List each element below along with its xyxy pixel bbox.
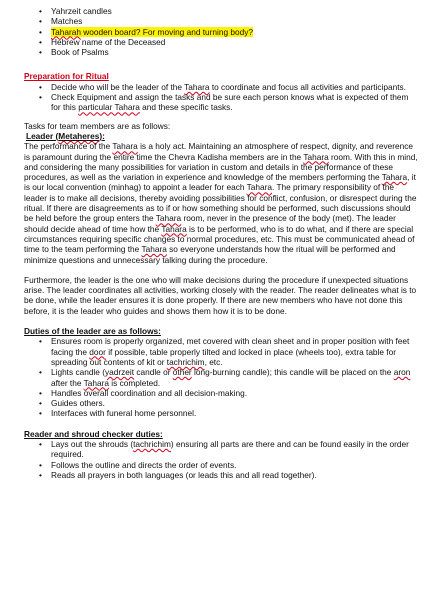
highlight: Taharah wooden board? For moving and turning body? — [51, 26, 254, 37]
list-item: • Check Equipment and assign the tasks and be sure each person knows what is expected of them for this particular Tahara and these specific tasks. — [37, 92, 418, 113]
supplies-list — [37, 6, 418, 57]
spellcheck-word: Tahara — [184, 81, 210, 92]
list-item-highlighted — [37, 27, 418, 37]
list-item: • Lays out the shrouds (tachrichim) ensuring all parts are there and can be found easily in the order required. — [37, 439, 418, 460]
leader-heading: Leader (Metaheres): — [26, 130, 105, 141]
list-item: • Matches — [37, 16, 418, 26]
list-item: • Reads all prayers in both languages (or leads this and all read together). — [37, 470, 418, 480]
duties-reader-heading: Reader and shroud checker duties: — [24, 428, 163, 439]
list-item: • Ensures room is properly organized, met covered with clean sheet and in proper position with feet facing the door if possible, table properly tilted and locked in place (wheels too), extra table for spreading out contents of kit or tachrichim, etc. — [37, 336, 418, 367]
list-item: • Decide who will be the leader of the Tahara to coordinate and focus all activities and participants. — [37, 82, 418, 92]
section-heading-preparation: Preparation for Ritual — [24, 71, 109, 82]
list-item: • Hebrew name of the Deceased — [37, 37, 418, 47]
list-item: • Handles overall coordination and all decision-making. — [37, 388, 418, 398]
spellcheck-word: Metaheres — [58, 130, 100, 141]
list-item: • Guides others. — [37, 398, 418, 408]
preparation-list — [37, 82, 418, 113]
duties-reader-list — [37, 439, 418, 480]
duties-leader-list — [37, 336, 418, 418]
list-item: • Book of Psalms — [37, 47, 418, 57]
list-item: • Interfaces with funeral home personnel. — [37, 408, 418, 418]
duties-leader-heading: Duties of the leader are as follows: — [24, 326, 161, 337]
list-item: • Yahrzeit candles — [37, 6, 418, 16]
tasks-intro: Tasks for team members are as follows: — [24, 120, 171, 131]
spellcheck-word: particular Tahara — [78, 102, 140, 113]
spellcheck-word: Taharah — [51, 26, 81, 37]
leader-paragraph-2: Furthermore, the leader is the one who will make decisions during the procedure if unexpected situations arise. The leader coordinates all activities, working closely with the reader. The reader delineates what is to be done, while the leader ensures it is done properly. If there are new members who have not done this before, it is the leader who guides and shows them how it is to be done. — [24, 274, 417, 316]
leader-paragraph-1: The performance of the Tahara is a holy act. Maintaining an atmosphere of respect, dignity, and reverence is paramount during the entire time the Chevra Kadisha members are in the Tahara room. With this in mind, and considering the many possibilities for variation in custom and details in the performance of these procedures, as well as the variation in experience and knowledge of the members performing the Tahara, it is our local convention (minhag) to appoint a leader for each Tahara. The primary responsibility of the leader is to make all decisions, thereby avoiding possibilities for conflict, confusion, or disrespect during the ritual. If there are disagreements as to if or how something should be performed, such discussions should be held before the group enters the Tahara room, never in the presence of the body (met). The leader should decide ahead of time how the Tahara is to be performed, who is to do what, and if there are special circumstances requiring specific changes to normal procedures, etc. This must be communicated ahead of time to the team performing the Tahara so everyone understands how the ritual will be performed and minimize questions and unnecessary talking during the procedure. — [24, 141, 418, 265]
list-item: • Follows the outline and directs the order of events. — [37, 460, 418, 470]
list-item: • Lights candle (yadrzeit candle or other long-burning candle); this candle will be placed on the aron after the Tahara is completed. — [37, 367, 418, 388]
